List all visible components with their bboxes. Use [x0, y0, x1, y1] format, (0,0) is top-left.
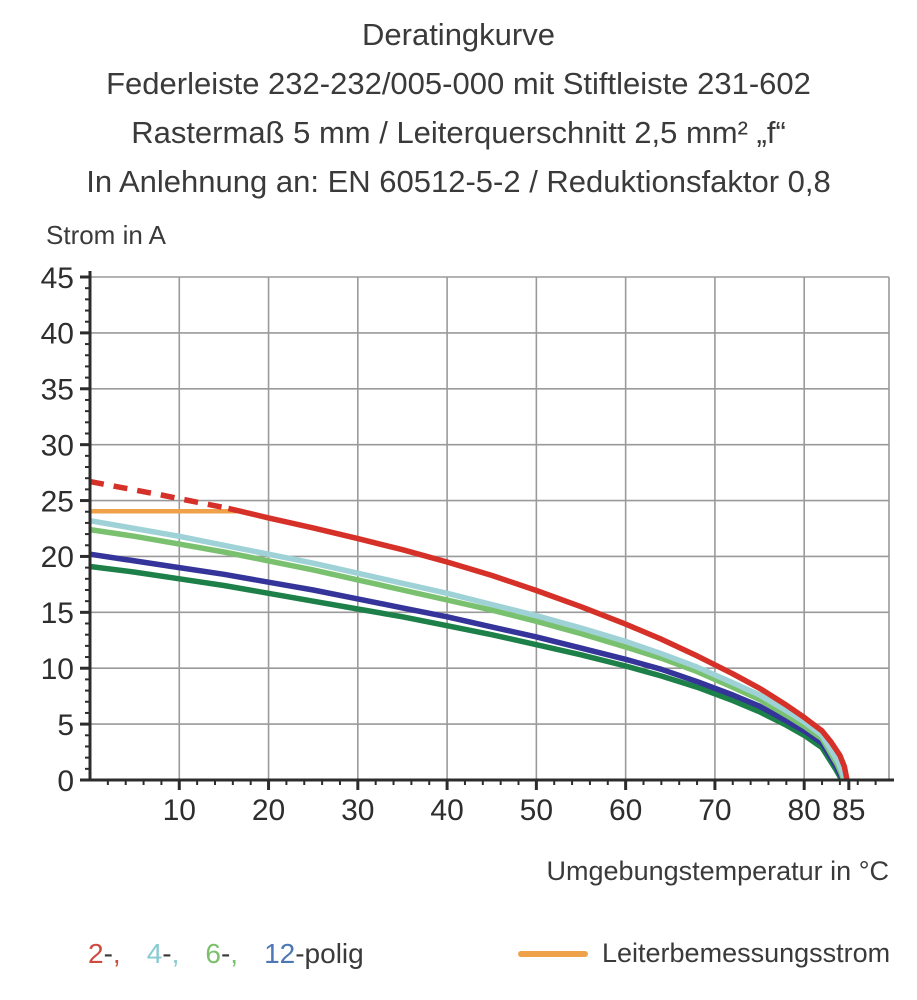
legend-item-12-polig	[264, 938, 364, 970]
legend-item-2-polig	[88, 938, 121, 970]
curve-2-polig-gestrichelt	[90, 482, 228, 509]
y-tick-label-5: 5	[57, 708, 74, 742]
curve-4-polig	[90, 521, 844, 780]
x-tick-label-40: 40	[430, 794, 464, 827]
chart-subtitle-pitch: Rastermaß 5 mm / Leiterquerschnitt 2,5 mm² „f“	[131, 115, 786, 150]
y-axis-label: Strom in A	[46, 220, 166, 250]
y-tick-label-45: 45	[40, 261, 74, 295]
legend-comma: ,	[112, 938, 121, 969]
y-tick-label-35: 35	[40, 373, 74, 407]
x-tick-label-60: 60	[608, 794, 643, 827]
x-tick-label-10: 10	[162, 794, 196, 827]
chart-title: Deratingkurve	[362, 17, 555, 52]
legend-item-4-polig	[147, 938, 180, 970]
legend-number: 4	[146, 938, 163, 969]
legend-item-6-polig	[205, 938, 238, 970]
legend-suffix: -	[220, 938, 231, 969]
chart-subtitle-parts: Federleiste 232-232/005-000 mit Stiftleiste 231-602	[106, 66, 811, 101]
y-tick-label-10: 10	[40, 653, 74, 687]
rated-current-label: Leiterbemessungsstrom	[602, 938, 891, 968]
y-tick-label-25: 25	[40, 485, 74, 519]
legend-suffix: -polig	[295, 938, 364, 969]
y-tick-label-0: 0	[57, 764, 74, 798]
x-axis-label: Umgebungstemperatur in °C	[546, 856, 889, 886]
y-tick-label-30: 30	[40, 429, 74, 463]
x-tick-label-50: 50	[519, 794, 554, 827]
tick-label-layer	[41, 262, 866, 827]
x-tick-label-20: 20	[251, 794, 286, 827]
legend-comma: ,	[171, 938, 180, 969]
rated-current-legend	[518, 938, 890, 969]
legend-number: 12	[264, 938, 296, 969]
y-tick-label-20: 20	[40, 541, 74, 575]
poles-legend	[88, 938, 364, 970]
x-tick-label-70: 70	[698, 794, 732, 827]
x-tick-label-30: 30	[341, 794, 375, 827]
chart-subtitle-norm: In Anlehnung an: EN 60512-5-2 / Reduktionsfaktor 0,8	[86, 164, 831, 199]
y-tick-label-15: 15	[40, 597, 74, 631]
legend-number: 6	[205, 938, 221, 969]
legend-suffix: -	[103, 938, 113, 969]
y-tick-label-40: 40	[40, 317, 74, 351]
rated-current-line-swatch	[518, 951, 588, 957]
curve-12-polig	[90, 554, 843, 780]
legend-number: 2	[88, 938, 104, 969]
curve-layer	[90, 482, 847, 780]
x-tick-label-80: 80	[787, 794, 821, 827]
legend-suffix: -	[162, 938, 172, 969]
x-tick-label-85: 85	[832, 794, 866, 827]
legend-comma: ,	[230, 938, 239, 969]
